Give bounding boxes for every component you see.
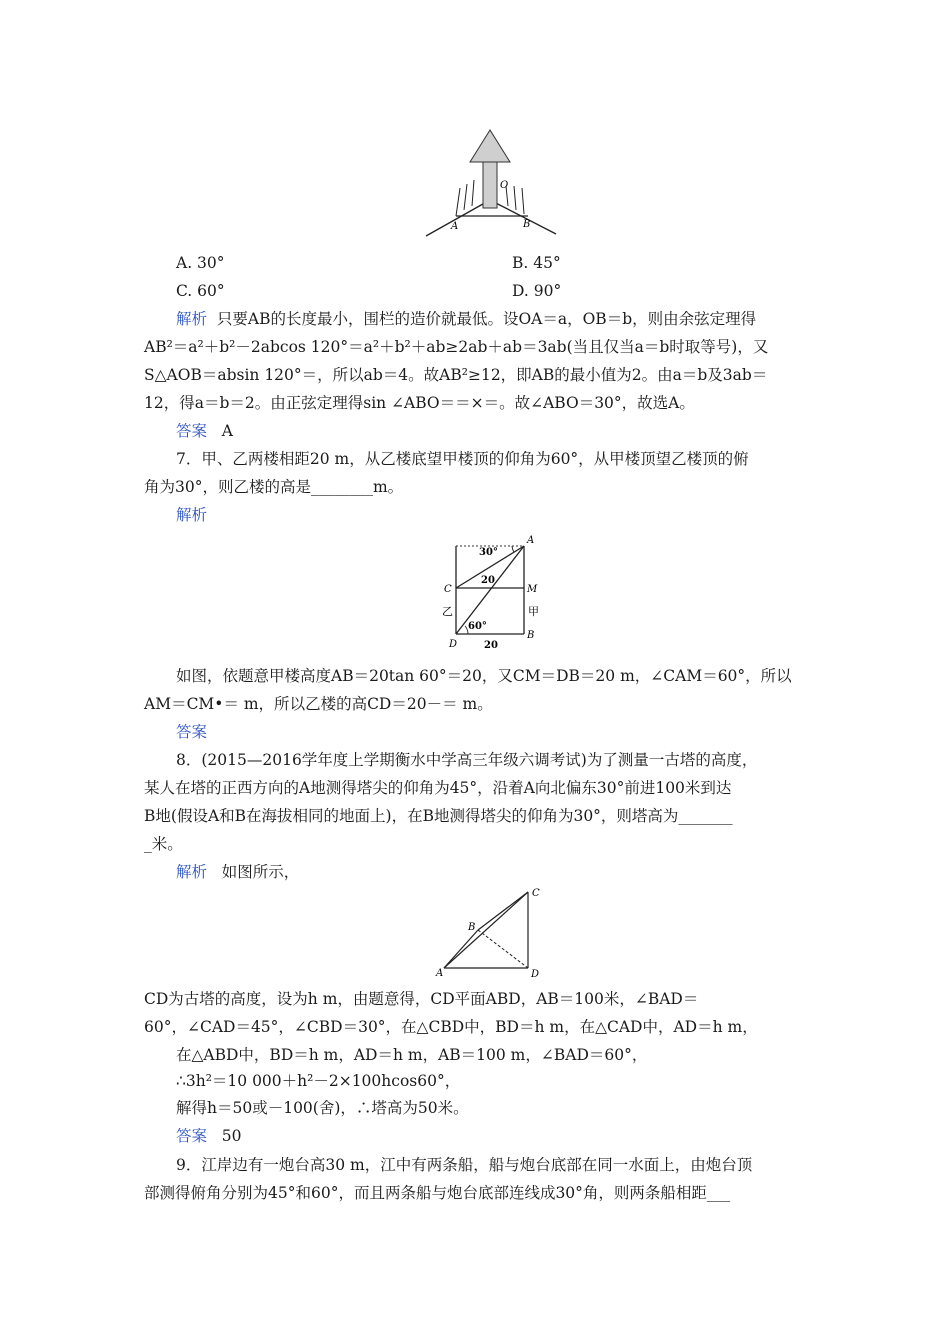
fig2-len-bottom: 20 bbox=[484, 640, 498, 651]
fig3-label-D: D bbox=[531, 969, 540, 980]
q6-answer-tag: 答案 bbox=[176, 422, 208, 440]
q8-stem-line3: B地(假设A和B在海拔相同的地面上)，在B地测得塔尖的仰角为30°，则塔高为_______ bbox=[144, 807, 733, 825]
fig2-label-yi: 乙 bbox=[442, 605, 453, 618]
q8-solution-line4: ∴3h²＝10 000＋h²－2×100hcos60°， bbox=[176, 1072, 461, 1090]
q7-solution-line1: 如图，依题意甲楼高度AB＝20tan 60°＝20，又CM＝DB＝20 m，∠CAM＝60°，所以 bbox=[176, 667, 792, 685]
q8-stem-line1: 8．(2015—2016学年度上学期衡水中学高三年级六调考试)为了测量一古塔的高度， bbox=[176, 751, 758, 769]
fig2-label-A: A bbox=[527, 535, 535, 546]
fig1-label-B: B bbox=[523, 219, 531, 230]
q7-stem-line1: 7．甲、乙两楼相距20 m，从乙楼底望甲楼顶的仰角为60°，从甲楼顶望乙楼顶的俯 bbox=[176, 450, 749, 468]
q8-answer: 答案 50 bbox=[176, 1127, 242, 1145]
q7-answer: 答案 bbox=[176, 723, 208, 741]
fig2-label-D: D bbox=[449, 639, 458, 650]
q8-solution-line2: 60°，∠CAD＝45°，∠CBD＝30°，在△CBD中，BD＝h m，在△CAD中，AD＝h m， bbox=[144, 1018, 758, 1036]
q6-solution-line2: AB²＝a²＋b²－2abcos 120°＝a²＋b²＋ab≥2ab＋ab＝3ab(当且仅当a＝b时取等号)，又 bbox=[144, 338, 769, 356]
option-c: C. 60° bbox=[176, 282, 225, 300]
fig2-label-jia: 甲 bbox=[528, 605, 539, 618]
q6-solution-line1: 解析 只要AB的长度最小，围栏的造价就最低。设OA＝a，OB＝b，则由余弦定理得 bbox=[176, 310, 757, 328]
tower-figure bbox=[434, 884, 546, 980]
q9-stem-line1: 9．江岸边有一炮台高30 m，江中有两条船，船与炮台底部在同一水面上，由炮台顶 bbox=[176, 1156, 753, 1174]
q8-solution-line3: 在△ABD中，BD＝h m，AD＝h m，AB＝100 m，∠BAD＝60°， bbox=[176, 1046, 648, 1064]
fig2-label-C: C bbox=[444, 584, 452, 595]
fig2-angle30: 30° bbox=[479, 547, 498, 558]
fig2-angle60: 60° bbox=[468, 621, 487, 632]
q6-solution-line3: S△AOB＝absin 120°＝，所以ab＝4。故AB²≥12，即AB的最小值为2。由a＝b及3ab＝ bbox=[144, 366, 768, 384]
q8-solution-tag-line: 解析 如图所示， bbox=[176, 863, 300, 881]
q8-solution-line1: CD为古塔的高度，设为h m，由题意得，CD平面ABD，AB＝100米，∠BAD＝ bbox=[144, 990, 699, 1008]
q7-stem-line2: 角为30°，则乙楼的高是________m。 bbox=[144, 478, 404, 496]
option-b: B. 45° bbox=[512, 254, 561, 272]
option-d: D. 90° bbox=[512, 282, 562, 300]
q8-stem-line2: 某人在塔的正西方向的A地测得塔尖的仰角为45°，沿着A向北偏东30°前进100米到达 bbox=[144, 779, 732, 797]
q6-solution-tag: 解析 bbox=[176, 310, 208, 328]
buildings-figure bbox=[432, 532, 552, 656]
fig3-label-A: A bbox=[436, 968, 444, 979]
fig1-label-O: O bbox=[500, 180, 509, 191]
q6-answer: 答案 A bbox=[176, 422, 233, 440]
q7-solution-line2: AM＝CM•＝ m，所以乙楼的高CD＝20－＝ m。 bbox=[144, 695, 493, 713]
fig1-label-A: A bbox=[451, 221, 459, 232]
q8-solution-line5: 解得h＝50或－100(舍)，∴塔高为50米。 bbox=[176, 1099, 469, 1117]
fig2-label-B: B bbox=[527, 630, 535, 641]
q9-stem-line2: 部测得俯角分别为45°和60°，而且两条船与炮台底部连线成30°角，则两条船相距___ bbox=[144, 1184, 731, 1202]
option-a: A. 30° bbox=[176, 254, 225, 272]
fig2-len-top: 20 bbox=[481, 575, 495, 586]
q7-solution-tag: 解析 bbox=[176, 506, 208, 524]
q6-solution-line4: 12，得a＝b＝2。由正弦定理得sin ∠ABO＝＝×＝。故∠ABO＝30°，故选A。 bbox=[144, 394, 695, 412]
fig3-label-B: B bbox=[468, 922, 476, 933]
fig2-label-M: M bbox=[527, 584, 538, 595]
q8-stem-line4: _米。 bbox=[144, 835, 183, 853]
fig3-label-C: C bbox=[532, 888, 540, 899]
fence-figure bbox=[420, 128, 560, 240]
